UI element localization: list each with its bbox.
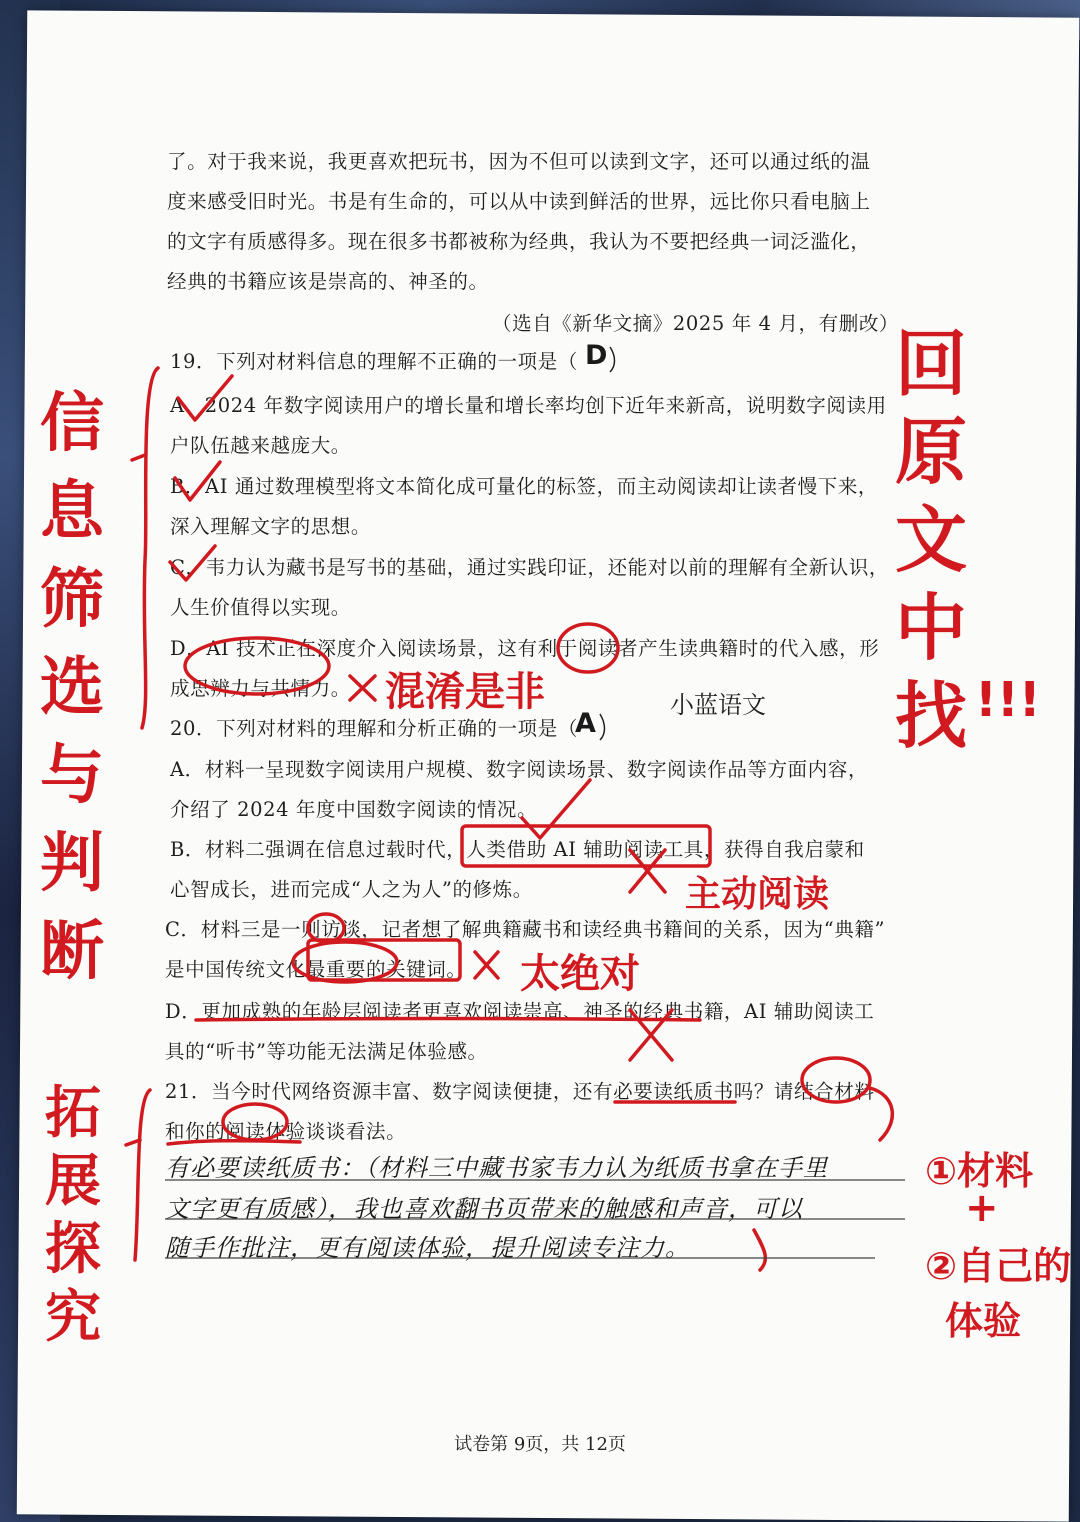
q20-stem: 20．下列对材料的理解和分析正确的一项是（ <box>170 717 578 740</box>
annotation-char: 断 <box>40 915 104 989</box>
source-citation: （选自《新华文摘》2025 年 4 月，有删改） <box>492 312 900 335</box>
q20-option-c: 是中国传统文化最重要的关键词。 <box>165 958 467 981</box>
q21-stem: 21．当今时代网络资源丰富、数字阅读便捷，还有必要读纸质书吗？请结合材料 <box>165 1080 875 1103</box>
q21-handwritten-answer: 文字更有质感），我也喜欢翻书页带来的触感和声音，可以 <box>165 1195 803 1223</box>
q20-option-d: 具的“听书”等功能无法满足体验感。 <box>165 1040 488 1063</box>
annotation-left-info <box>40 380 104 996</box>
annotation-d-wrong: 混淆是非 <box>385 669 545 715</box>
annotation-char: 原 <box>895 410 968 494</box>
q20-option-a: A．材料一呈现数字阅读用户规模、数字阅读场景、数字阅读作品等方面内容， <box>170 758 869 781</box>
q19-option-d: 成思辨力与共情力。 <box>170 677 351 700</box>
annotation-own: ②自己的 <box>925 1244 1072 1288</box>
passage-line: 的文字有质感得多。现在很多书都被称为经典，我认为不要把经典一词泛滥化， <box>167 230 871 253</box>
q19-option-c: C．韦力认为藏书是写书的基础，通过实践印证，还能对以前的理解有全新认识， <box>170 556 890 579</box>
q19-stem: 19．下列对材料信息的理解不正确的一项是（ <box>170 350 578 373</box>
annotation-char: 中 <box>895 586 968 670</box>
annotation-experience: 体验 <box>945 1299 1022 1343</box>
annotation-exclamations: !!! <box>975 672 1041 728</box>
q19-option-c: 人生价值得以实现。 <box>170 596 351 619</box>
annotation-char: 文 <box>895 498 968 582</box>
annotation-char: 信 <box>40 387 104 461</box>
annotation-char: 选 <box>40 651 104 725</box>
annotation-char: 判 <box>40 827 104 901</box>
q20-option-d: D．更加成熟的年龄层阅读者更喜欢阅读崇高、神圣的经典书籍，AI 辅助阅读工 <box>165 1000 875 1023</box>
annotation-char: 拓 <box>45 1081 101 1146</box>
q21-handwritten-answer: 随手作批注，更有阅读体验，提升阅读专注力。 <box>165 1234 690 1262</box>
q20-answer: A <box>575 708 597 739</box>
annotation-plus: + <box>965 1185 999 1231</box>
annotation-char: 找 <box>895 674 968 758</box>
page-footer: 试卷第 9页，共 12页 <box>454 1434 626 1455</box>
annotation-left-explore <box>45 1080 101 1352</box>
q19-option-a: A．2024 年数字阅读用户的增长量和增长率均创下近年来新高，说明数字阅读用 <box>170 394 887 417</box>
q21-handwritten-answer: 有必要读纸质书：（材料三中藏书家韦力认为纸质书拿在手里 <box>165 1154 828 1182</box>
annotation-char: 回 <box>895 322 968 406</box>
q20-option-b: 心智成长，进而完成“人之为人”的修炼。 <box>170 878 533 901</box>
annotation-char: 与 <box>40 739 104 813</box>
annotation-char: 筛 <box>40 563 104 637</box>
q19-option-b: 深入理解文字的思想。 <box>170 515 372 538</box>
passage-line: 经典的书籍应该是崇高的、神圣的。 <box>167 270 489 293</box>
q20-option-b: B．材料二强调在信息过载时代，人类借助 AI 辅助阅读工具，获得自我启蒙和 <box>170 838 865 861</box>
annotation-char: 探 <box>45 1217 101 1282</box>
annotation-right-find <box>895 320 967 760</box>
annotation-char: 究 <box>45 1285 101 1350</box>
q21-stem: 和你的阅读体验谈谈看法。 <box>165 1120 407 1143</box>
annotation-material: ①材料 <box>925 1149 1034 1193</box>
q20-option-c: C．材料三是一则访谈，记者想了解典籍藏书和读经典书籍间的关系，因为“典籍” <box>165 918 886 941</box>
signature: 小蓝语文 <box>670 691 766 719</box>
q20-option-a: 介绍了 2024 年度中国数字阅读的情况。 <box>170 798 538 821</box>
annotation-char: 息 <box>40 475 104 549</box>
q19-option-d: D．AI 技术正在深度介入阅读场景，这有利于阅读者产生读典籍时的代入感，形 <box>170 637 880 660</box>
annotation-b-wrong: 主动阅读 <box>685 874 830 915</box>
q19-option-b: B．AI 通过数理模型将文本简化成可量化的标签，而主动阅读却让读者慢下来， <box>170 475 879 498</box>
passage-line: 了。对于我来说，我更喜欢把玩书，因为不但可以读到文字，还可以通过纸的温 <box>167 150 871 173</box>
annotation-char: 展 <box>45 1149 101 1214</box>
q19-answer: D <box>585 340 609 371</box>
q19-option-a: 户队伍越来越庞大。 <box>170 434 351 457</box>
passage-line: 度来感受旧时光。书是有生命的，可以从中读到鲜活的世界，远比你只看电脑上 <box>167 190 871 213</box>
annotation-c-wrong: 太绝对 <box>520 951 640 997</box>
